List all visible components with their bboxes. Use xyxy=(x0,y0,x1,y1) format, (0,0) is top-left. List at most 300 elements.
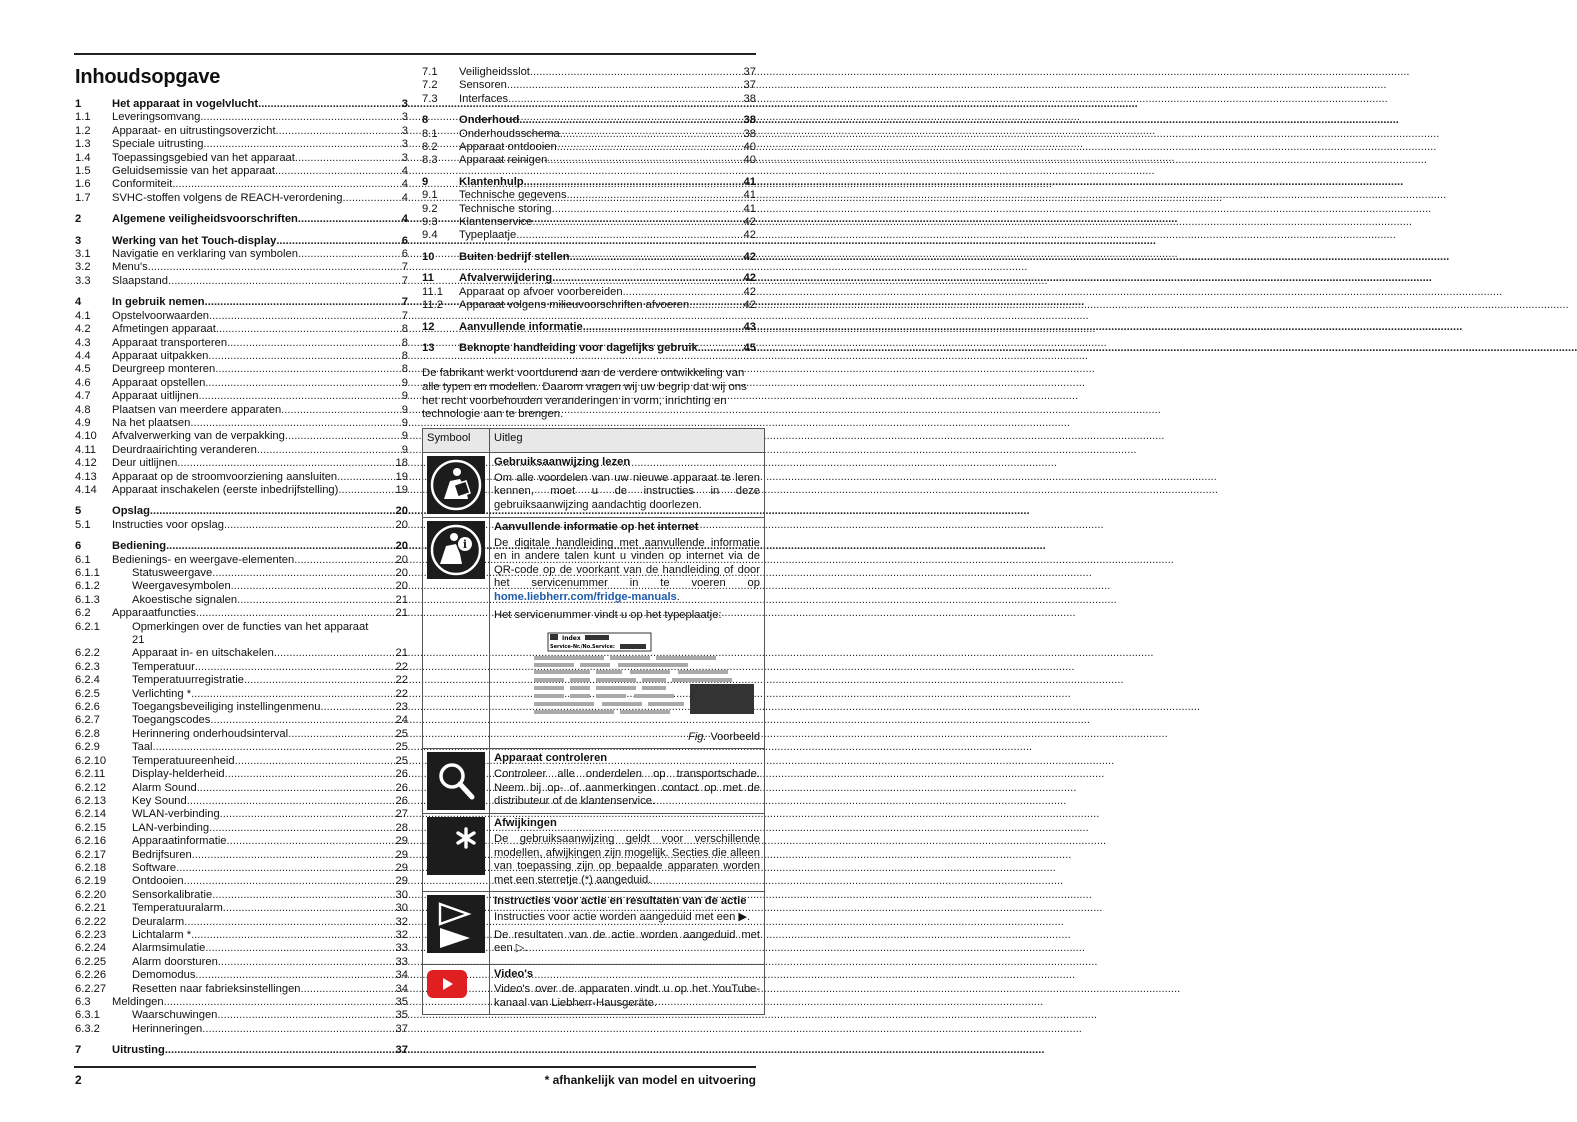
toc-entry[interactable] xyxy=(75,942,408,955)
toc-number: 6 xyxy=(75,540,82,553)
toc-title: SVHC-stoffen volgens de REACH-verordening xyxy=(112,191,343,204)
read-text: Om alle voordelen van uw nieuwe apparaat te leren kennen, moet u de instructies in deze gebruiksaanwijzing aandachtig doorlezen. xyxy=(494,471,760,511)
toc-leader xyxy=(258,98,398,111)
toc-leader xyxy=(244,674,392,687)
toc-number: 1.6 xyxy=(75,178,91,191)
toc-title: Apparaat uitpakken xyxy=(112,349,209,362)
toc-title: Apparaat op de stroomvoorziening aansluiten xyxy=(112,470,338,483)
toc-leader xyxy=(224,519,392,532)
toc-entry[interactable] xyxy=(422,299,756,312)
toc-title: Apparaat uitlijnen xyxy=(112,390,199,403)
toc-entry[interactable] xyxy=(75,417,408,430)
toc-number: 6.2.22 xyxy=(75,915,107,928)
toc-entry[interactable] xyxy=(75,178,408,191)
toc-leader xyxy=(552,272,739,285)
toc-page-number: 6 xyxy=(401,248,408,261)
toc-entry[interactable] xyxy=(75,956,408,969)
toc-number: 6.2.12 xyxy=(75,781,107,794)
toc-number: 7 xyxy=(75,1044,82,1057)
toc-entry[interactable] xyxy=(75,484,408,497)
toc-leader xyxy=(337,471,391,484)
toc-title: Technische gegevens xyxy=(459,189,567,202)
toc-leader xyxy=(231,580,392,593)
toc-entry[interactable] xyxy=(422,66,756,79)
toc-title: Alarmsimulatie xyxy=(132,942,206,955)
toc-leader xyxy=(530,66,740,79)
toc-title: Demomodus xyxy=(132,969,196,982)
toc-leader xyxy=(320,701,391,714)
toc-leader xyxy=(570,251,740,264)
svg-text:i: i xyxy=(462,538,468,551)
toc-chapter[interactable] xyxy=(75,1044,408,1057)
toc-page-number: 18 xyxy=(395,457,408,470)
toc-left-column xyxy=(75,98,408,1058)
toc-page-number: 8 xyxy=(401,323,408,336)
toc-leader xyxy=(196,607,392,620)
toc-entry[interactable] xyxy=(75,674,408,687)
toc-leader xyxy=(208,350,397,363)
toc-entry[interactable] xyxy=(75,768,408,781)
toc-title: Opstelvoorwaarden xyxy=(112,309,210,322)
toc-number: 7.3 xyxy=(422,92,438,105)
toc-title: Na het plaatsen xyxy=(112,416,191,429)
toc-entry[interactable] xyxy=(422,141,756,154)
toc-page-number: 9 xyxy=(401,376,408,389)
toc-title: Lichtalarm * xyxy=(132,928,192,941)
toc-number: 6.2.26 xyxy=(75,969,107,982)
manuals-link[interactable]: home.liebherr.com/fridge-manuals xyxy=(494,590,677,603)
info-internet-icon xyxy=(427,521,485,579)
toc-page-number: 20 xyxy=(395,505,408,518)
toc-number: 3.3 xyxy=(75,274,91,287)
internet-text-before: De digitale handleiding met aanvullende informatie en in andere talen kunt u vinden op internet via de QR-code op de voorkant van de handleiding of door het servicenummer in te voeren op xyxy=(494,536,760,590)
toc-chapter[interactable] xyxy=(75,540,408,553)
toc-entry[interactable] xyxy=(75,688,408,701)
toc-entry[interactable] xyxy=(75,580,408,593)
toc-number: 11 xyxy=(422,272,434,285)
toc-chapter[interactable] xyxy=(422,114,756,127)
toc-page-number: 29 xyxy=(395,835,408,848)
toc-entry[interactable] xyxy=(75,875,408,888)
internet-text xyxy=(494,537,760,605)
toc-number: 4.13 xyxy=(75,470,97,483)
toc-leader xyxy=(274,647,392,660)
toc-chapter[interactable] xyxy=(422,176,756,189)
toc-leader xyxy=(150,505,392,518)
toc-number: 6.2.25 xyxy=(75,955,107,968)
toc-number: 6.2.19 xyxy=(75,875,107,888)
toc-number: 6.2.21 xyxy=(75,902,107,915)
toc-number: 3.2 xyxy=(75,261,91,274)
toc-page-number: 32 xyxy=(395,928,408,941)
toc-leader xyxy=(237,594,391,607)
symbol-row-actions xyxy=(423,892,765,964)
toc-title: Apparaat ontdooien xyxy=(459,141,557,154)
toc-entry[interactable] xyxy=(75,621,408,634)
toc-entry[interactable] xyxy=(422,93,756,106)
symbol-row-videos xyxy=(423,964,765,1015)
figure-label: Fig. xyxy=(688,730,707,743)
toc-number: 6.2.17 xyxy=(75,848,107,861)
toc-page-number: 43 xyxy=(743,320,756,333)
toc-entry[interactable] xyxy=(422,79,756,92)
toc-entry[interactable] xyxy=(75,1023,408,1036)
toc-entry[interactable] xyxy=(422,203,756,216)
toc-number: 4.5 xyxy=(75,363,91,376)
toc-entry[interactable] xyxy=(75,275,408,288)
toc-page-number: 19 xyxy=(395,483,408,496)
toc-entry[interactable] xyxy=(422,229,756,242)
toc-entry[interactable] xyxy=(75,889,408,902)
check-text: Controleer alle onderdelen op transportschade. Neem bij op- of aanmerkingen contact op met de distributeur of de klantenservice. xyxy=(494,767,760,808)
symbol-row-deviations xyxy=(423,814,765,892)
toc-page-number: 9 xyxy=(401,403,408,416)
toc-number: 7.2 xyxy=(422,79,438,92)
toc-title: Onderhoud xyxy=(459,114,520,127)
toc-entry[interactable] xyxy=(75,755,408,768)
intro-paragraph: De fabrikant werkt voortdurend aan de verdere ontwikkeling van alle typen en modellen. Daarom vragen wij uw begrip dat wij ons het recht voorbehouden veranderingen in vorm, inrichting en technologie aan te brengen. xyxy=(422,367,747,421)
toc-entry[interactable] xyxy=(75,647,408,660)
toc-page-number: 7 xyxy=(401,261,408,274)
toc-leader xyxy=(301,983,392,996)
toc-page-number: 25 xyxy=(395,754,408,767)
toc-leader xyxy=(153,741,392,754)
toc-entry[interactable] xyxy=(75,457,408,470)
toc-entry[interactable] xyxy=(75,310,408,323)
toc-page-number: 26 xyxy=(395,781,408,794)
internet-text-after: . xyxy=(676,590,680,603)
toc-chapter[interactable] xyxy=(75,296,408,309)
toc-page-number: 7 xyxy=(401,309,408,322)
toc-title: Temperatuurregistratie xyxy=(132,674,244,687)
toc-entry[interactable] xyxy=(75,554,408,567)
toc-page-number: 37 xyxy=(743,66,756,78)
toc-chapter[interactable] xyxy=(75,98,408,111)
toc-title: Instructies voor opslag xyxy=(112,518,224,531)
toc-title: Speciale uitrusting xyxy=(112,138,204,151)
toc-entry[interactable] xyxy=(75,471,408,484)
toc-number: 6.1.1 xyxy=(75,567,100,579)
symbol-table-header xyxy=(423,429,765,453)
toc-entry[interactable] xyxy=(75,835,408,848)
toc-number: 6.2.9 xyxy=(75,741,100,754)
toc-page-number: 35 xyxy=(395,1009,408,1022)
toc-entry[interactable] xyxy=(75,377,408,390)
toc-entry[interactable] xyxy=(75,337,408,350)
toc-entry[interactable] xyxy=(75,430,408,443)
toc-title: Deuralarm xyxy=(132,915,185,928)
toc-entry[interactable] xyxy=(75,390,408,403)
toc-title: Bediening xyxy=(112,540,167,553)
toc-leader xyxy=(205,377,397,390)
toc-title: Alarm doorsturen xyxy=(132,955,218,968)
toc-page-number: 4 xyxy=(401,191,408,204)
toc-entry[interactable] xyxy=(75,983,408,996)
deviations-title: Afwijkingen xyxy=(494,817,557,830)
toc-leader xyxy=(165,1044,392,1057)
toc-title: WLAN-verbinding xyxy=(132,808,220,821)
check-title: Apparaat controleren xyxy=(494,752,608,765)
symbol-table xyxy=(422,428,765,1015)
toc-entry[interactable] xyxy=(75,1009,408,1022)
toc-leader xyxy=(276,235,397,248)
figure-caption xyxy=(494,731,760,745)
toc-page-number: 42 xyxy=(743,216,756,229)
toc-title: Sensorkalibratie xyxy=(132,888,213,901)
toc-right-column xyxy=(422,66,756,355)
toc-leader xyxy=(524,176,740,189)
toc-chapter[interactable] xyxy=(75,235,408,248)
toc-title: LAN-verbinding xyxy=(132,821,210,834)
toc-entry[interactable] xyxy=(75,350,408,363)
toc-number: 4.12 xyxy=(75,457,97,470)
toc-title: Leveringsomvang xyxy=(112,111,201,124)
toc-number: 4.4 xyxy=(75,349,91,362)
toc-title: Uitrusting xyxy=(112,1044,165,1057)
toc-page-number: 9 xyxy=(401,390,408,403)
toc-number: 6.2.2 xyxy=(75,647,100,660)
toc-entry[interactable] xyxy=(422,216,756,229)
toc-entry[interactable] xyxy=(422,128,756,141)
toc-leader xyxy=(623,286,740,299)
toc-page-number: 9 xyxy=(401,443,408,456)
toc-leader xyxy=(200,111,397,124)
toc-number: 6.2.5 xyxy=(75,687,100,700)
toc-entry[interactable] xyxy=(75,404,408,417)
toc-entry[interactable] xyxy=(75,363,408,376)
toc-title: Menu's xyxy=(112,261,148,274)
toc-number: 6.2.11 xyxy=(75,768,106,781)
toc-entry[interactable] xyxy=(75,929,408,942)
toc-number: 13 xyxy=(422,341,435,354)
symbol-row-read xyxy=(423,453,765,518)
toc-page-number: 42 xyxy=(743,285,756,298)
toc-entry[interactable] xyxy=(422,189,756,202)
toc-number: 5 xyxy=(75,505,82,518)
toc-page-number: 21 xyxy=(395,593,408,606)
toc-leader xyxy=(166,540,391,553)
toc-entry[interactable] xyxy=(75,607,408,620)
toc-title: Toepassingsgebied van het apparaat xyxy=(112,151,295,164)
toc-entry[interactable] xyxy=(75,741,408,754)
toc-entry[interactable] xyxy=(75,916,408,929)
toc-leader xyxy=(191,929,391,942)
toc-page-number: 30 xyxy=(395,902,408,915)
toc-entry[interactable] xyxy=(75,822,408,835)
toc-number: 6.2.24 xyxy=(75,942,107,955)
toc-entry[interactable] xyxy=(75,165,408,178)
toc-entry[interactable] xyxy=(75,323,408,336)
toc-title: Software xyxy=(132,861,177,874)
toc-page-number: 41 xyxy=(743,202,756,215)
toc-number: 4.1 xyxy=(75,309,91,322)
toc-title: Bedienings- en weergave-elementen xyxy=(112,553,295,566)
toc-leader xyxy=(177,457,391,470)
toc-leader xyxy=(209,822,391,835)
toc-entry[interactable] xyxy=(75,714,408,727)
toc-page-number: 32 xyxy=(395,915,408,928)
toc-title: Apparaatinformatie xyxy=(132,835,227,848)
toc-title: Herinneringen xyxy=(132,1022,203,1035)
youtube-icon[interactable] xyxy=(427,970,467,998)
toc-entry[interactable] xyxy=(75,969,408,982)
toc-leader xyxy=(275,165,398,178)
toc-entry[interactable] xyxy=(75,567,408,580)
toc-entry[interactable] xyxy=(75,808,408,821)
toc-number: 11.1 xyxy=(422,285,443,298)
toc-page-number: 38 xyxy=(743,127,756,140)
toc-chapter[interactable] xyxy=(75,505,408,518)
toc-entry[interactable] xyxy=(75,795,408,808)
toc-leader xyxy=(343,192,398,205)
toc-leader xyxy=(203,138,397,151)
toc-page-number: 8 xyxy=(401,363,408,376)
toc-entry[interactable] xyxy=(75,111,408,124)
toc-title: Deur uitlijnen xyxy=(112,457,178,470)
page-title: Inhoudsopgave xyxy=(75,66,221,88)
toc-title: Apparaat volgens milieuvoorschriften afvoeren xyxy=(459,299,690,312)
toc-title: Bedrijfsuren xyxy=(132,848,192,861)
header-symbol: Symbool xyxy=(423,429,490,453)
toc-page-number: 33 xyxy=(395,955,408,968)
toc-page-number: 37 xyxy=(395,1044,408,1057)
toc-number: 6.2.16 xyxy=(75,835,107,848)
toc-title: Opmerkingen over de functies van het apparaat xyxy=(132,620,369,633)
toc-number: 1.4 xyxy=(75,151,91,164)
toc-number: 1.3 xyxy=(75,138,91,151)
toc-title: Alarm Sound xyxy=(132,781,197,794)
toc-leader xyxy=(212,567,391,580)
actions-text-2: De resultaten van de actie worden aangeduid met een ▷. xyxy=(494,928,760,955)
toc-title: Conformiteit xyxy=(112,178,173,191)
toc-page-number: 9 xyxy=(401,430,408,443)
toc-number: 6.2.18 xyxy=(75,861,107,874)
toc-chapter[interactable] xyxy=(422,321,756,334)
toc-number: 1 xyxy=(75,98,82,110)
toc-number: 12 xyxy=(422,320,435,333)
toc-page-number: 26 xyxy=(395,794,408,807)
toc-entry[interactable] xyxy=(75,996,408,1009)
toc-page-number: 21 xyxy=(132,634,145,647)
toc-page-number: 3 xyxy=(401,151,408,164)
toc-leader xyxy=(192,849,392,862)
toc-number: 9 xyxy=(422,175,429,188)
toc-leader xyxy=(209,310,398,323)
toc-number: 6.1.2 xyxy=(75,580,100,593)
toc-entry[interactable] xyxy=(75,261,408,274)
toc-title: Resetten naar fabrieksinstellingen xyxy=(132,982,301,995)
toc-page-number: 30 xyxy=(395,888,408,901)
toc-title: Temperatuureenheid xyxy=(132,754,235,767)
toc-title: Waarschuwingen xyxy=(132,1009,218,1022)
toc-number: 9.3 xyxy=(422,216,438,229)
toc-page-number: 20 xyxy=(395,540,408,553)
toc-entry[interactable] xyxy=(75,519,408,532)
toc-entry[interactable] xyxy=(75,902,408,915)
toc-title: Meldingen xyxy=(112,996,164,1008)
toc-entry[interactable] xyxy=(75,248,408,261)
toc-entry[interactable] xyxy=(75,782,408,795)
toc-page-number: 19 xyxy=(395,470,408,483)
toc-entry[interactable] xyxy=(75,728,408,741)
toc-title: Slaapstand xyxy=(112,274,168,287)
footnote: * afhankelijk van model en uitvoering xyxy=(544,1073,756,1087)
toc-title: Toegangsbeveiliging instellingenmenu xyxy=(132,701,321,714)
toc-number: 8.3 xyxy=(422,154,438,167)
toc-title: Interfaces xyxy=(459,92,509,105)
toc-title: Toegangscodes xyxy=(132,714,211,727)
toc-entry[interactable] xyxy=(422,154,756,167)
toc-entry[interactable] xyxy=(422,286,756,299)
toc-number: 6.2.10 xyxy=(75,754,107,767)
toc-entry[interactable] xyxy=(75,152,408,165)
toc-number: 4.10 xyxy=(75,430,97,443)
toc-number: 9.2 xyxy=(422,202,438,215)
toc-chapter[interactable] xyxy=(75,213,408,226)
toc-leader xyxy=(187,795,392,808)
toc-page-number: 6 xyxy=(401,234,408,247)
toc-title: Temperatuur xyxy=(132,660,195,673)
toc-page-number: 22 xyxy=(395,660,408,673)
toc-number: 6.2.4 xyxy=(75,674,100,687)
toc-chapter[interactable] xyxy=(422,342,756,355)
toc-entry[interactable] xyxy=(75,138,408,151)
toc-entry[interactable] xyxy=(75,444,408,457)
top-rule xyxy=(74,53,756,55)
toc-entry[interactable] xyxy=(75,849,408,862)
toc-page-number: 29 xyxy=(395,848,408,861)
toc-title: Apparaat- en uitrustingsoverzicht xyxy=(112,124,276,137)
toc-leader xyxy=(567,189,740,202)
toc-title: Typeplaatje xyxy=(459,229,517,242)
toc-title: Buiten bedrijf stellen xyxy=(459,250,570,263)
toc-number: 3.1 xyxy=(75,248,91,261)
toc-leader xyxy=(218,956,392,969)
toc-entry[interactable] xyxy=(75,192,408,205)
toc-entry[interactable] xyxy=(75,862,408,875)
toc-number: 6.3.1 xyxy=(75,1009,100,1022)
toc-entry[interactable] xyxy=(75,701,408,714)
toc-entry[interactable] xyxy=(75,594,408,607)
toc-entry[interactable] xyxy=(75,661,408,674)
toc-page-number: 20 xyxy=(395,553,408,566)
toc-title: Deurdraairichting veranderen xyxy=(112,443,257,456)
toc-leader xyxy=(508,93,739,106)
toc-page-number: 42 xyxy=(743,250,756,263)
toc-leader xyxy=(295,152,398,165)
toc-title: Apparaat op afvoer voorbereiden xyxy=(459,285,623,298)
toc-entry[interactable] xyxy=(75,125,408,138)
toc-page-number: 42 xyxy=(743,272,756,285)
toc-title: Apparaat opstellen xyxy=(112,376,206,389)
toc-title: Klantenservice xyxy=(459,216,533,229)
toc-number: 6.2.3 xyxy=(75,660,100,673)
header-explanation: Uitleg xyxy=(490,429,765,453)
toc-leader xyxy=(235,755,392,768)
toc-leader xyxy=(191,688,391,701)
toc-number: 2 xyxy=(75,213,82,226)
toc-chapter[interactable] xyxy=(422,272,756,285)
toc-leader xyxy=(202,1023,391,1036)
toc-title: Display-helderheid xyxy=(132,768,225,781)
toc-title: Deurgreep monteren xyxy=(112,363,216,376)
toc-page-number: 21 xyxy=(395,607,408,620)
toc-title: Statusweergave xyxy=(132,567,213,579)
toc-number: 6.2.15 xyxy=(75,821,107,834)
toc-number: 4.7 xyxy=(75,390,91,403)
toc-leader xyxy=(176,862,391,875)
toc-chapter[interactable] xyxy=(422,251,756,264)
